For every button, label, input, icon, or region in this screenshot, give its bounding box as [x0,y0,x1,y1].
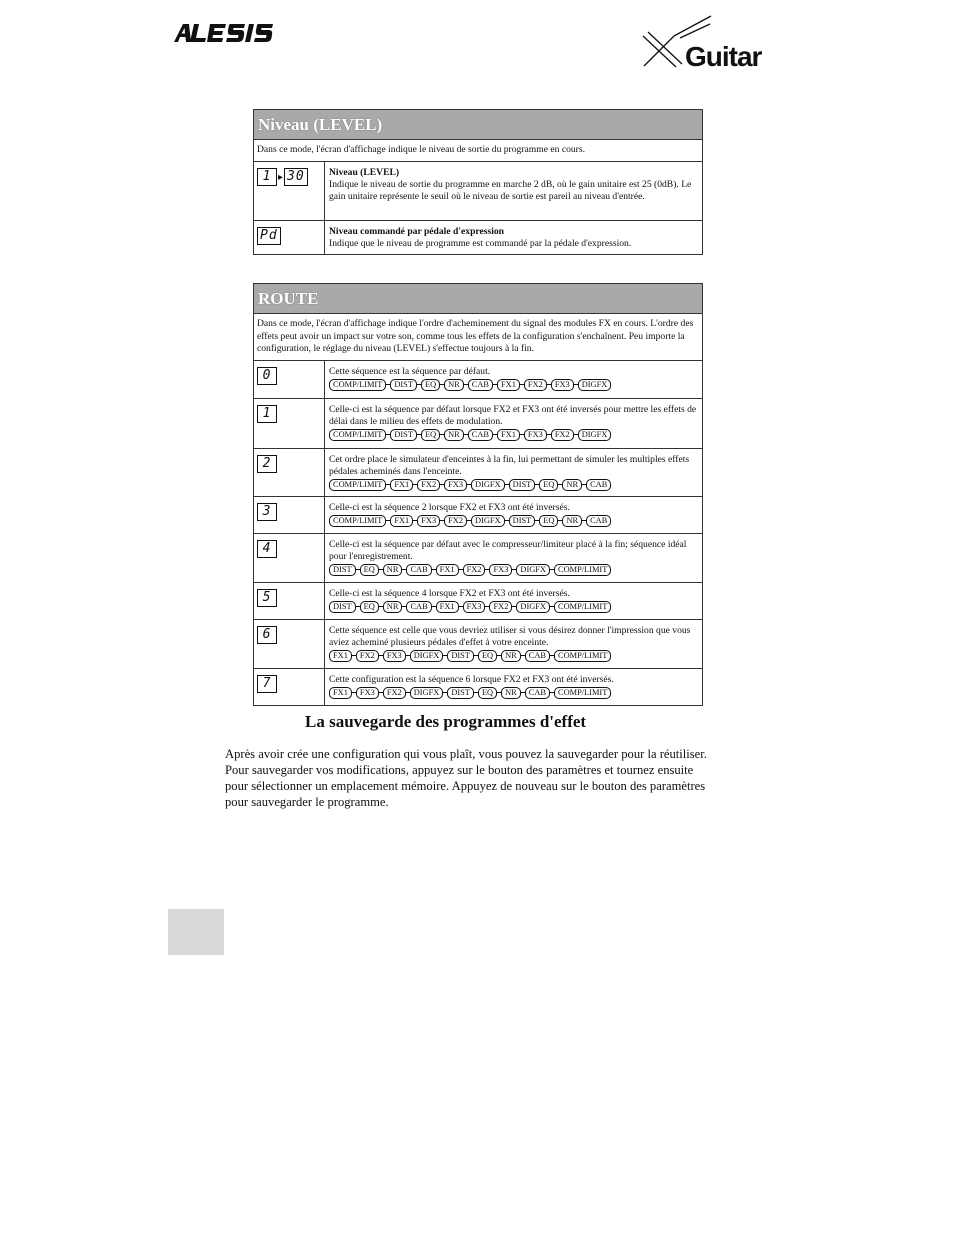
fx-module-pill: FX3 [489,564,512,576]
fx-module-pill: FX3 [356,687,379,699]
route-desc-cell [325,534,702,582]
fx-module-pill: CAB [468,379,493,391]
segment-display: 2 [257,455,277,473]
fx-module-pill: CAB [525,687,550,699]
fx-module-pill: FX2 [463,564,486,576]
fx-module-pill: FX3 [551,379,574,391]
fx-module-pill: FX1 [390,479,413,491]
route-code-cell [254,583,325,619]
fx-module-pill: COMP/LIMIT [554,650,611,662]
row-text: Cette séquence est la séquence par défaut. [329,365,491,377]
row-text: Indique que le niveau de programme est commandé par la pédale d'expression. [329,237,632,249]
fx-module-pill: FX1 [436,601,459,613]
signal-chain [329,650,699,662]
row-text: Indique le niveau de sortie du programme en marche 2 dB, où le gain unitaire est 25 (0dB). Le gain unitaire représente le seuil où le niveau de sortie est pareil au niveau d'entrée. [329,178,692,203]
fx-module-pill: DIGFX [578,429,612,441]
route-row [254,669,702,705]
svg-text:Guitar: Guitar [685,41,762,70]
route-desc-cell [325,361,702,398]
route-rows [254,361,702,705]
chain-connector [459,606,463,607]
fx-module-pill: DIGFX [516,564,550,576]
route-row [254,497,702,534]
route-desc-cell [325,620,702,668]
fx-module-pill: FX3 [383,650,406,662]
fx-module-pill: NR [383,601,403,613]
fx-module-pill: FX2 [489,601,512,613]
row-text: Celle-ci est la séquence 4 lorsque FX2 et FX3 ont été inversés. [329,587,570,599]
fx-module-pill: DIGFX [516,601,550,613]
segment-display: Pd [257,227,281,245]
fx-module-pill: FX1 [497,429,520,441]
level-desc-cell [325,221,702,254]
fx-module-pill: COMP/LIMIT [329,515,386,527]
section-paragraph: Après avoir crée une configuration qui vous plaît, vous pouvez la sauvegarder pour la réutiliser. Pour sauvegarder vos modifications, appuyez sur le bouton des paramètres et tournez ensuite pour sélectionner un emplacement mémoire. Appuyez de nouveau sur le bouton des paramètres pour sauvegarder le programme. [225,747,707,809]
fx-module-pill: EQ [539,515,558,527]
fx-module-pill: COMP/LIMIT [329,429,386,441]
fx-module-pill: DIST [509,479,536,491]
fx-module-pill: NR [444,429,464,441]
route-code-cell [254,449,325,496]
fx-module-pill: COMP/LIMIT [554,564,611,576]
fx-module-pill: CAB [468,429,493,441]
level-code-cell [254,162,325,220]
segment-display: 3 [257,503,277,521]
section-heading: La sauvegarde des programmes d'effet [305,712,587,731]
fx-module-pill: EQ [421,379,440,391]
fx-module-pill: DIGFX [471,515,505,527]
route-desc-cell [325,583,702,619]
fx-module-pill: CAB [525,650,550,662]
level-row [254,221,702,254]
signal-chain [329,479,699,491]
fx-module-pill: FX2 [444,515,467,527]
fx-module-pill: DIST [329,564,356,576]
route-desc-cell [325,449,702,496]
route-table [253,283,703,706]
route-desc-cell [325,399,702,448]
page-tab-block [168,909,224,955]
fx-module-pill: FX3 [463,601,486,613]
fx-module-pill: NR [501,650,521,662]
fx-module-pill: FX1 [329,687,352,699]
fx-module-pill: DIGFX [410,687,444,699]
fx-module-pill: FX1 [390,515,413,527]
row-text: Celle-ci est la séquence par défaut avec le compresseur/limiteur placé à la fin; séquence idéal pour l'enregistrement. [329,538,687,562]
fx-module-pill: FX3 [444,479,467,491]
signal-chain [329,564,699,576]
signal-chain [329,429,699,441]
level-row [254,162,702,221]
fx-module-pill: FX2 [383,687,406,699]
route-row [254,361,702,399]
segment-display: 0 [257,367,277,385]
signal-chain [329,515,699,527]
fx-module-pill: FX2 [524,379,547,391]
fx-module-pill: NR [383,564,403,576]
row-text: Cette séquence est celle que vous devriez utiliser si vous désirez donner l'impression que vous aviez acheminé plusieurs pédales d'effet à votre enceinte. [329,624,691,648]
signal-chain [329,379,699,391]
level-table [253,109,703,255]
segment-display: 6 [257,626,277,644]
fx-module-pill: CAB [586,479,611,491]
fx-module-pill: EQ [539,479,558,491]
fx-module-pill: FX3 [417,515,440,527]
route-desc-cell [325,669,702,705]
row-text: Celle-ci est la séquence 2 lorsque FX2 et FX3 ont été inversés. [329,501,570,513]
signal-chain [329,687,699,699]
row-text: Cet ordre place le simulateur d'enceintes à la fin, lui permettant de simuler les multiples effets pédales acheminés dans l'enceinte. [329,453,690,477]
row-text: Cette configuration est la séquence 6 lorsque FX2 et FX3 ont été inversés. [329,673,614,685]
route-row [254,534,702,583]
route-row [254,399,702,449]
signal-chain [329,601,699,613]
fx-module-pill: EQ [360,564,379,576]
fx-module-pill: EQ [478,650,497,662]
fx-module-pill: DIST [447,650,474,662]
segment-display: 4 [257,540,277,558]
route-row [254,620,702,669]
fx-module-pill: FX1 [436,564,459,576]
alesis-logo [174,22,280,44]
fx-module-pill: FX1 [329,650,352,662]
route-row [254,583,702,620]
fx-module-pill: FX3 [524,429,547,441]
fx-module-pill: EQ [478,687,497,699]
fx-module-pill: FX2 [356,650,379,662]
route-desc-cell [325,497,702,533]
fx-module-pill: DIST [509,515,536,527]
route-code-cell [254,497,325,533]
fx-module-pill: COMP/LIMIT [329,379,386,391]
fx-module-pill: DIST [329,601,356,613]
fx-module-pill: FX1 [497,379,520,391]
route-table-intro: Dans ce mode, l'écran d'affichage indique l'ordre d'acheminement du signal des modules FX en cours. L'ordre des effets peut avoir un impact sur votre son, comme tous les effets de la configuration s'enchaînent. Peu importe la configuration, le réglage du niveau (LEVEL) s'effectue toujours à la fin. [254,314,702,361]
fx-module-pill: DIGFX [578,379,612,391]
route-code-cell [254,534,325,582]
fx-module-pill: EQ [360,601,379,613]
fx-module-pill: COMP/LIMIT [554,601,611,613]
fx-module-pill: CAB [406,601,431,613]
fx-module-pill: DIST [390,379,417,391]
segment-display: 1 [257,405,277,423]
fx-module-pill: CAB [406,564,431,576]
segment-display: 5 [257,589,277,607]
route-code-cell [254,399,325,448]
x-mark-icon [640,14,770,70]
fx-module-pill: FX2 [551,429,574,441]
fx-module-pill: NR [444,379,464,391]
fx-module-pill: DIST [390,429,417,441]
fx-module-pill: COMP/LIMIT [554,687,611,699]
fx-module-pill: NR [501,687,521,699]
level-code-cell [254,221,325,254]
level-table-intro: Dans ce mode, l'écran d'affichage indique le niveau de sortie du programme en cours. [254,140,702,162]
fx-module-pill: DIST [447,687,474,699]
chain-connector [459,569,463,570]
fx-module-pill: EQ [421,429,440,441]
fx-module-pill: DIGFX [471,479,505,491]
fx-module-pill: DIGFX [410,650,444,662]
arrow-right-icon: ▸ [278,171,284,183]
segment-display: 1 [257,168,277,186]
route-code-cell [254,361,325,398]
route-code-cell [254,669,325,705]
route-code-cell [254,620,325,668]
fx-module-pill: CAB [586,515,611,527]
fx-module-pill: NR [562,515,582,527]
fx-module-pill: NR [562,479,582,491]
level-desc-cell [325,162,702,220]
segment-display: 7 [257,675,277,693]
row-title: Niveau commandé par pédale d'expression [329,225,505,237]
fx-module-pill: COMP/LIMIT [329,479,386,491]
level-table-title: Niveau (LEVEL) [254,110,702,140]
route-table-title: ROUTE [254,284,702,314]
segment-display: 30 [284,168,308,186]
fx-module-pill: FX2 [417,479,440,491]
row-text: Celle-ci est la séquence par défaut lorsque FX2 et FX3 ont été inversés pour mettre les effets de délai dans le milieu des effets de modulation. [329,403,697,427]
route-row [254,449,702,497]
xguitar-logo [640,14,770,70]
row-title: Niveau (LEVEL) [329,166,400,178]
